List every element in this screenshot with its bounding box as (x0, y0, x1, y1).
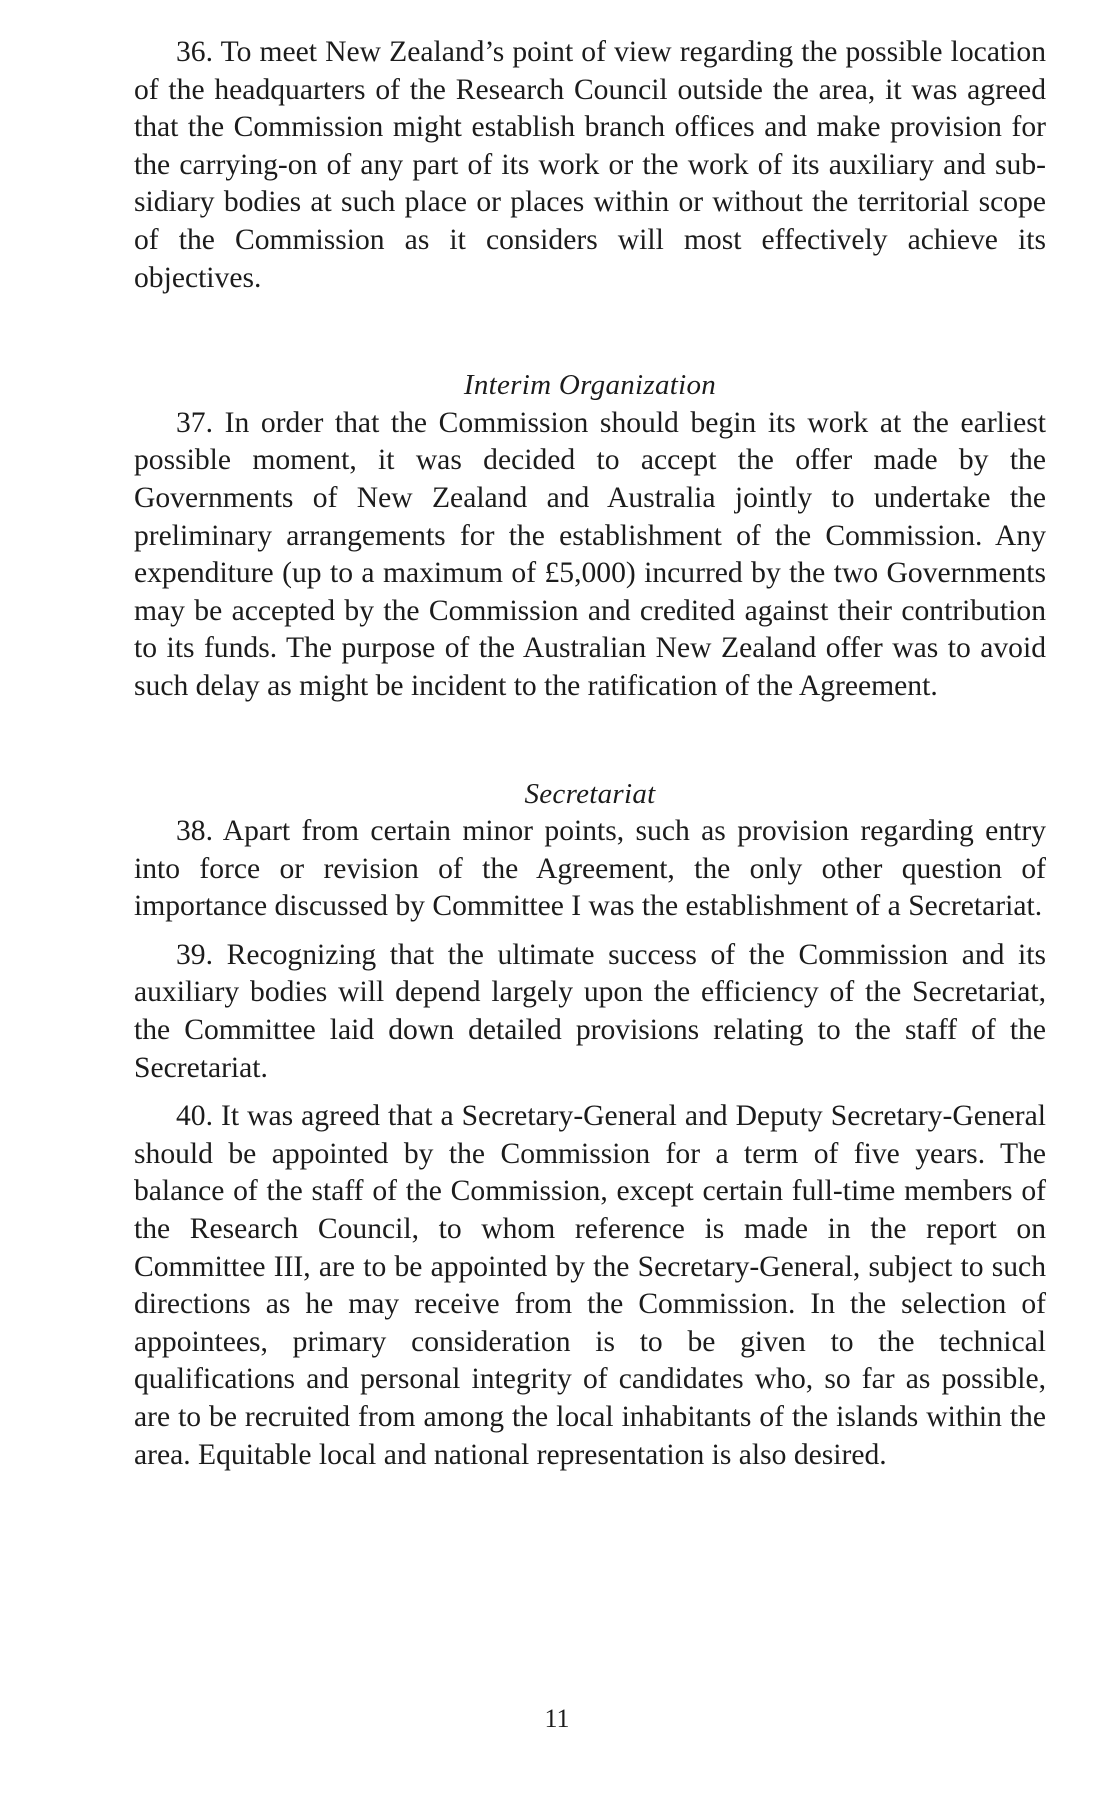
paragraph-39: 39. Recognizing that the ultimate success of the Commission and its auxiliary bodies will depend largely upon the efficiency of the Secretariat, the Committee laid down detailed provisions relating to the staff of the Secretariat. (134, 938, 1046, 1084)
paragraph-36: 36. To meet New Zealand’s point of view regarding the possible location of the headquarters of the Research Council outside the area, it was agreed that the Commission might establish branch offices and make provision for the carrying-on of any part of its work or the work of its auxiliary and subsidiary bodies at such place or places within or without the territorial scope of the Commission as it considers will most effectively achieve its objectives. (134, 36, 1046, 294)
section-heading-secretariat: Secretariat (524, 777, 656, 810)
document-page (134, 34, 1046, 1474)
page-number: 11 (544, 1704, 570, 1733)
paragraph-37: 37. In order that the Commission should begin its work at the earliest possible moment, it was decided to accept the offer made by the Governments of New Zealand and Australia jointly to undertake the preliminary arrangements for the establishment of the Commission. Any expenditure (up to a maximum of £5,000) incurred by the two Governments may be accepted by the Commission and credited against their contribution to its funds. The purpose of the Australian New Zealand offer was to avoid such delay as might be incident to the ratification of the Agreement. (134, 406, 1046, 702)
section-heading-interim-organization: Interim Organization (463, 369, 717, 402)
paragraph-38: 38. Apart from certain minor points, such as provision regarding entry into force or revision of the Agreement, the only other question of importance discussed by Committee I was the establishment of a Secretariat. (134, 815, 1046, 923)
paragraph-40: 40. It was agreed that a Secretary-General and Deputy Secretary-General should be appointed by the Commission for a term of five years. The balance of the staff of the Commission, except certain full-time members of the Research Council, to whom reference is made in the report on Committee III, are to be appointed by the Secretary-General, subject to such directions as he may receive from the Commission. In the selection of appointees, primary consideration is to be given to the technical qualifications and personal integrity of candidates who, so far as possible, are to be recruited from among the local inhabitants of the islands within the area. Equitable local and national representation is also desired. (134, 1100, 1046, 1471)
